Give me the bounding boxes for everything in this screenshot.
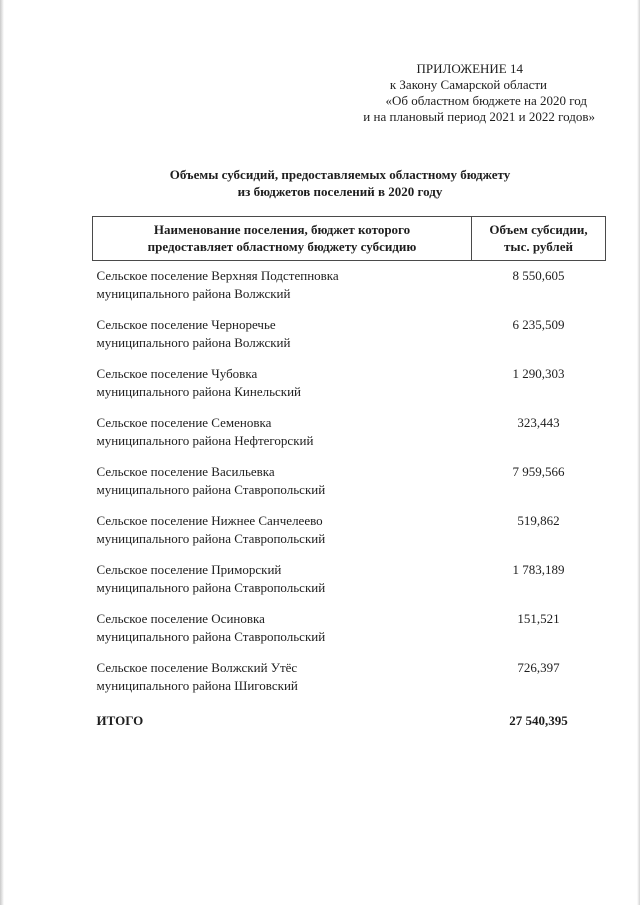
settlement-name bbox=[93, 310, 472, 359]
settlement-name-line2: муниципального района Ставропольский bbox=[96, 482, 326, 497]
settlement-name-line1: Сельское поселение Приморский bbox=[96, 562, 282, 577]
settlement-name-line2: муниципального района Ставропольский bbox=[96, 629, 326, 644]
settlement-name bbox=[93, 653, 472, 702]
subsidy-amount: 8 550,605 bbox=[512, 268, 565, 283]
table-row bbox=[93, 359, 606, 408]
subsidy-table bbox=[92, 216, 606, 737]
table-total-row bbox=[93, 702, 606, 737]
settlement-name-line2: муниципального района Ставропольский bbox=[96, 531, 326, 546]
settlement-name bbox=[93, 261, 472, 311]
settlement-name bbox=[93, 408, 472, 457]
appendix-header bbox=[363, 61, 595, 125]
appendix-title: ПРИЛОЖЕНИЕ 14 bbox=[416, 61, 523, 76]
subsidy-amount: 151,521 bbox=[517, 611, 560, 626]
table-row bbox=[93, 408, 606, 457]
table-row bbox=[93, 653, 606, 702]
header-settlement-name bbox=[93, 217, 472, 261]
total-label: ИТОГО bbox=[96, 713, 144, 728]
header-subsidy-amount-line2: тыс. рублей bbox=[504, 239, 573, 254]
subsidy-amount: 7 959,566 bbox=[512, 464, 565, 479]
settlement-name-line1: Сельское поселение Осиновка bbox=[96, 611, 265, 626]
total-amount: 27 540,395 bbox=[509, 713, 568, 728]
header-subsidy-amount-line1: Объем субсидии, bbox=[489, 222, 588, 237]
table-header-row bbox=[93, 217, 606, 261]
table-row bbox=[93, 310, 606, 359]
appendix-law-period: и на плановый период 2021 и 2022 годов» bbox=[363, 109, 595, 124]
appendix-law-name: «Об областном бюджете на 2020 год bbox=[385, 93, 587, 108]
settlement-name-line1: Сельское поселение Нижнее Санчелеево bbox=[96, 513, 323, 528]
settlement-name-line1: Сельское поселение Черноречье bbox=[96, 317, 276, 332]
table-row bbox=[93, 604, 606, 653]
table-row bbox=[93, 457, 606, 506]
appendix-law-reference: к Закону Самарской области bbox=[389, 77, 547, 92]
subsidy-amount: 519,862 bbox=[517, 513, 560, 528]
table-row bbox=[93, 261, 606, 311]
settlement-name bbox=[93, 604, 472, 653]
document-title bbox=[90, 166, 590, 200]
settlement-name-line1: Сельское поселение Чубовка bbox=[96, 366, 258, 381]
scan-edge-left bbox=[0, 0, 4, 905]
subsidy-amount: 1 290,303 bbox=[512, 366, 565, 381]
subsidy-amount: 6 235,509 bbox=[512, 317, 565, 332]
settlement-name-line2: муниципального района Волжский bbox=[96, 335, 291, 350]
settlement-name-line2: муниципального района Кинельский bbox=[96, 384, 302, 399]
settlement-name-line1: Сельское поселение Верхняя Подстепновка bbox=[96, 268, 339, 283]
settlement-name-line2: муниципального района Волжский bbox=[96, 286, 291, 301]
settlement-name bbox=[93, 555, 472, 604]
settlement-name-line1: Сельское поселение Васильевка bbox=[96, 464, 275, 479]
settlement-name-line2: муниципального района Ставропольский bbox=[96, 580, 326, 595]
subsidy-amount: 726,397 bbox=[517, 660, 560, 675]
subsidy-amount: 1 783,189 bbox=[512, 562, 565, 577]
settlement-name bbox=[93, 457, 472, 506]
header-settlement-name-line2: предоставляет областному бюджету субсидию bbox=[147, 239, 417, 254]
settlement-name-line1: Сельское поселение Семеновка bbox=[96, 415, 272, 430]
header-settlement-name-line1: Наименование поселения, бюджет которого bbox=[153, 222, 411, 237]
header-subsidy-amount bbox=[472, 217, 606, 261]
document-title-line2: из бюджетов поселений в 2020 году bbox=[237, 184, 443, 199]
document-title-line1: Объемы субсидий, предоставляемых областному бюджету bbox=[169, 167, 511, 182]
settlement-name-line1: Сельское поселение Волжский Утёс bbox=[96, 660, 298, 675]
settlement-name-line2: муниципального района Нефтегорский bbox=[96, 433, 314, 448]
subsidy-amount: 323,443 bbox=[517, 415, 560, 430]
table-row bbox=[93, 506, 606, 555]
settlement-name bbox=[93, 506, 472, 555]
settlement-name-line2: муниципального района Шиговский bbox=[96, 678, 298, 693]
settlement-name bbox=[93, 359, 472, 408]
table-row bbox=[93, 555, 606, 604]
